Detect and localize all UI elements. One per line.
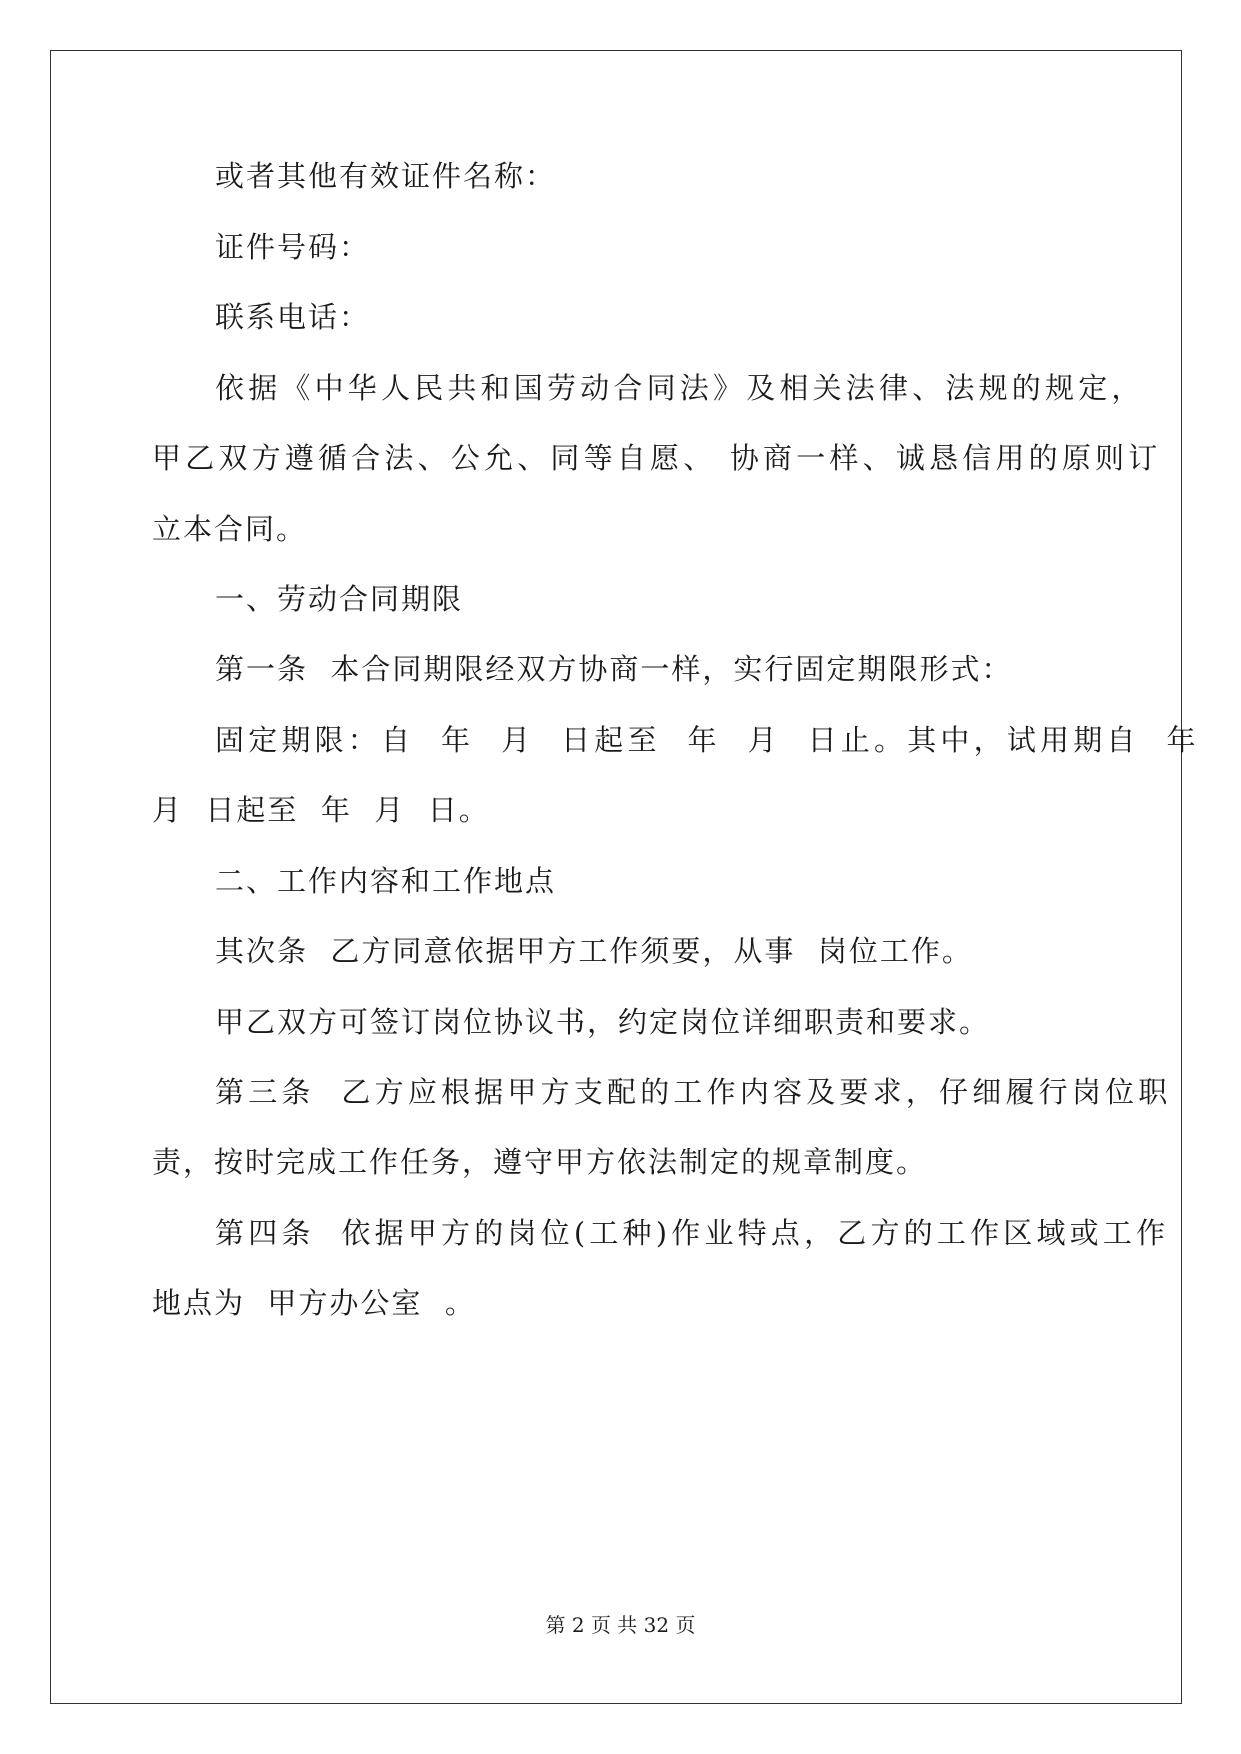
page-number-footer: 第 2 页 共 32 页	[545, 1613, 696, 1637]
text-line: 第四条 依据甲方的岗位(工种)作业特点，乙方的工作区域或工作	[215, 1216, 1170, 1250]
section-heading: 二、工作内容和工作地点	[215, 864, 557, 898]
text-line: 证件号码：	[215, 230, 371, 264]
text-line: 第一条 本合同期限经双方协商一样，实行固定期限形式：	[215, 652, 1013, 686]
text-line: 地点为 甲方办公室 。	[152, 1286, 476, 1320]
text-line: 第三条 乙方应根据甲方支配的工作内容及要求，仔细履行岗位职	[215, 1075, 1172, 1109]
text-line: 固定期限：自 年 月 日起至 年 月 日止。其中，试用期自 年	[215, 723, 1200, 757]
text-line: 依据《中华人民共和国劳动合同法》及相关法律、法规的规定，	[215, 371, 1145, 405]
text-line: 甲乙双方遵循合法、公允、同等自愿、 协商一样、诚恳信用的原则订	[152, 441, 1162, 475]
text-line: 联系电话：	[215, 300, 371, 334]
section-heading: 一、劳动合同期限	[215, 582, 464, 616]
text-line: 责，按时完成工作任务，遵守甲方依法制定的规章制度。	[152, 1145, 928, 1179]
text-line: 立本合同。	[152, 512, 308, 546]
text-line: 或者其他有效证件名称：	[215, 159, 557, 193]
text-line: 其次条 乙方同意依据甲方工作须要，从事 岗位工作。	[215, 934, 973, 968]
text-line: 甲乙双方可签订岗位协议书，约定岗位详细职责和要求。	[215, 1005, 991, 1039]
text-line: 月 日起至 年 月 日。	[152, 793, 490, 827]
